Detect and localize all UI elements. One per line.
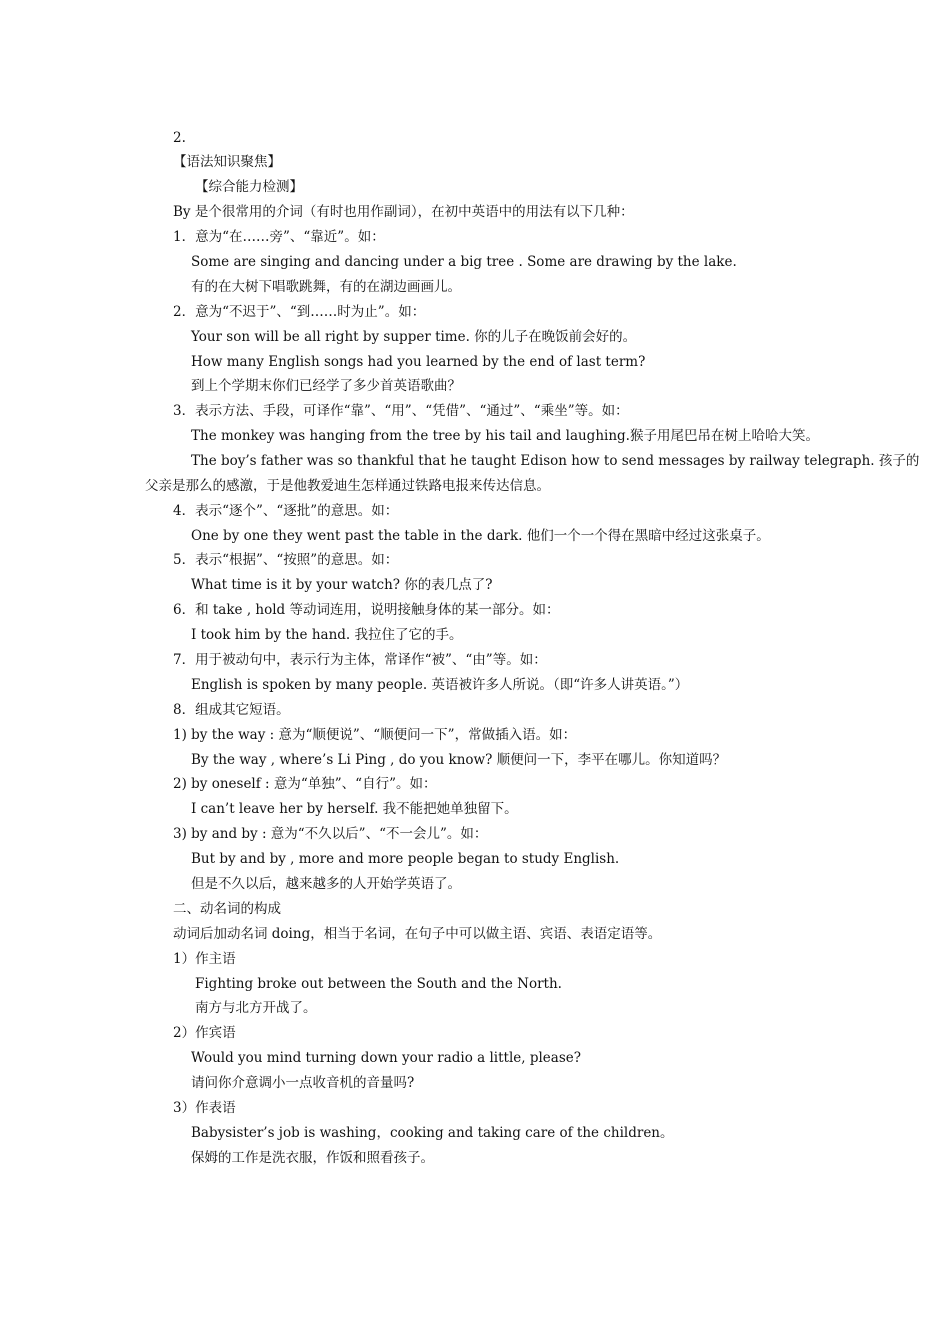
example-sentence: One by one they went past the table in the dark. 他们一个一个得在黑暗中经过这张桌子。	[191, 528, 770, 544]
example-sentence: English is spoken by many people. 英语被许多人所说。（即“许多人讲英语。”）	[191, 677, 689, 693]
example-sentence: Some are singing and dancing under a big tree . Some are drawing by the lake.	[191, 254, 737, 270]
example-translation: 有的在大树下唱歌跳舞，有的在湖边画画儿。	[191, 279, 461, 295]
usage-item-8: 8．组成其它短语。	[173, 702, 290, 718]
gerund-use-object: 2）作宾语	[173, 1025, 236, 1041]
intro-paragraph: By 是个很常用的介词（有时也用作副词），在初中英语中的用法有以下几种：	[173, 204, 634, 220]
example-translation: 请问你介意调小一点收音机的音量吗?	[191, 1075, 415, 1091]
example-sentence: How many English songs had you learned by the end of last term?	[191, 354, 646, 370]
usage-item-5: 5．表示“根据”、“按照”的意思。如：	[173, 552, 399, 568]
phrase-item-3: 3) by and by : 意为“不久以后”、“不一会儿”。如：	[173, 826, 488, 842]
example-sentence: By the way , where’s Li Ping , do you know? 顺便问一下，李平在哪儿。你知道吗？	[191, 752, 727, 768]
gerund-intro: 动词后加动名词 doing，相当于名词，在句子中可以做主语、宾语、表语定语等。	[173, 926, 662, 942]
section-number: 2.	[173, 130, 186, 146]
gerund-use-predicative: 3）作表语	[173, 1100, 236, 1116]
example-sentence: What time is it by your watch? 你的表几点了?	[191, 577, 493, 593]
usage-item-2: 2．意为“不迟于”、“到……时为止”。如：	[173, 304, 426, 320]
example-translation: 到上个学期末你们已经学了多少首英语歌曲？	[191, 378, 461, 394]
usage-item-1: 1．意为“在……旁”、“靠近”。如：	[173, 229, 385, 245]
example-sentence: I can’t leave her by herself. 我不能把她单独留下。	[191, 801, 518, 817]
phrase-item-2: 2) by oneself : 意为“单独”、“自行”。如：	[173, 776, 437, 792]
heading-grammar-focus: 【语法知识聚焦】	[173, 154, 281, 170]
example-sentence: Babysister’s job is washing，cooking and taking care of the children。	[191, 1125, 674, 1141]
example-sentence-continued: 父亲是那么的感激，于是他教爱迪生怎样通过铁路电报来传达信息。	[145, 478, 550, 494]
usage-item-3: 3．表示方法、手段，可译作“靠”、“用”、“凭借”、“通过”、“乘坐”等。如：	[173, 403, 629, 419]
example-translation: 但是不久以后，越来越多的人开始学英语了。	[191, 876, 461, 892]
gerund-use-subject: 1）作主语	[173, 951, 236, 967]
example-sentence: I took him by the hand. 我拉住了它的手。	[191, 627, 463, 643]
phrase-item-1: 1) by the way : 意为“顺便说”、“顺便问一下”，常做插入语。如：	[173, 727, 577, 743]
section-heading-gerund: 二、动名词的构成	[173, 901, 281, 917]
example-sentence: Would you mind turning down your radio a little, please?	[191, 1050, 581, 1066]
example-sentence: But by and by , more and more people began to study English.	[191, 851, 620, 867]
heading-ability-test: 【综合能力检测】	[195, 179, 303, 195]
usage-item-6: 6．和 take , hold 等动词连用，说明接触身体的某一部分。如：	[173, 602, 560, 618]
example-sentence: The boy’s father was so thankful that he taught Edison how to send messages by railway telegraph. 孩子的	[191, 453, 920, 469]
example-sentence: Your son will be all right by supper time. 你的儿子在晚饭前会好的。	[191, 329, 637, 345]
example-sentence: The monkey was hanging from the tree by his tail and laughing.猴子用尾巴吊在树上哈哈大笑。	[191, 428, 819, 444]
example-translation: 南方与北方开战了。	[195, 1000, 317, 1016]
usage-item-4: 4．表示“逐个”、“逐批”的意思。如：	[173, 503, 399, 519]
example-translation: 保姆的工作是洗衣服，作饭和照看孩子。	[191, 1150, 434, 1166]
usage-item-7: 7．用于被动句中，表示行为主体，常译作“被”、“由”等。如：	[173, 652, 547, 668]
example-sentence: Fighting broke out between the South and the North.	[195, 976, 562, 992]
